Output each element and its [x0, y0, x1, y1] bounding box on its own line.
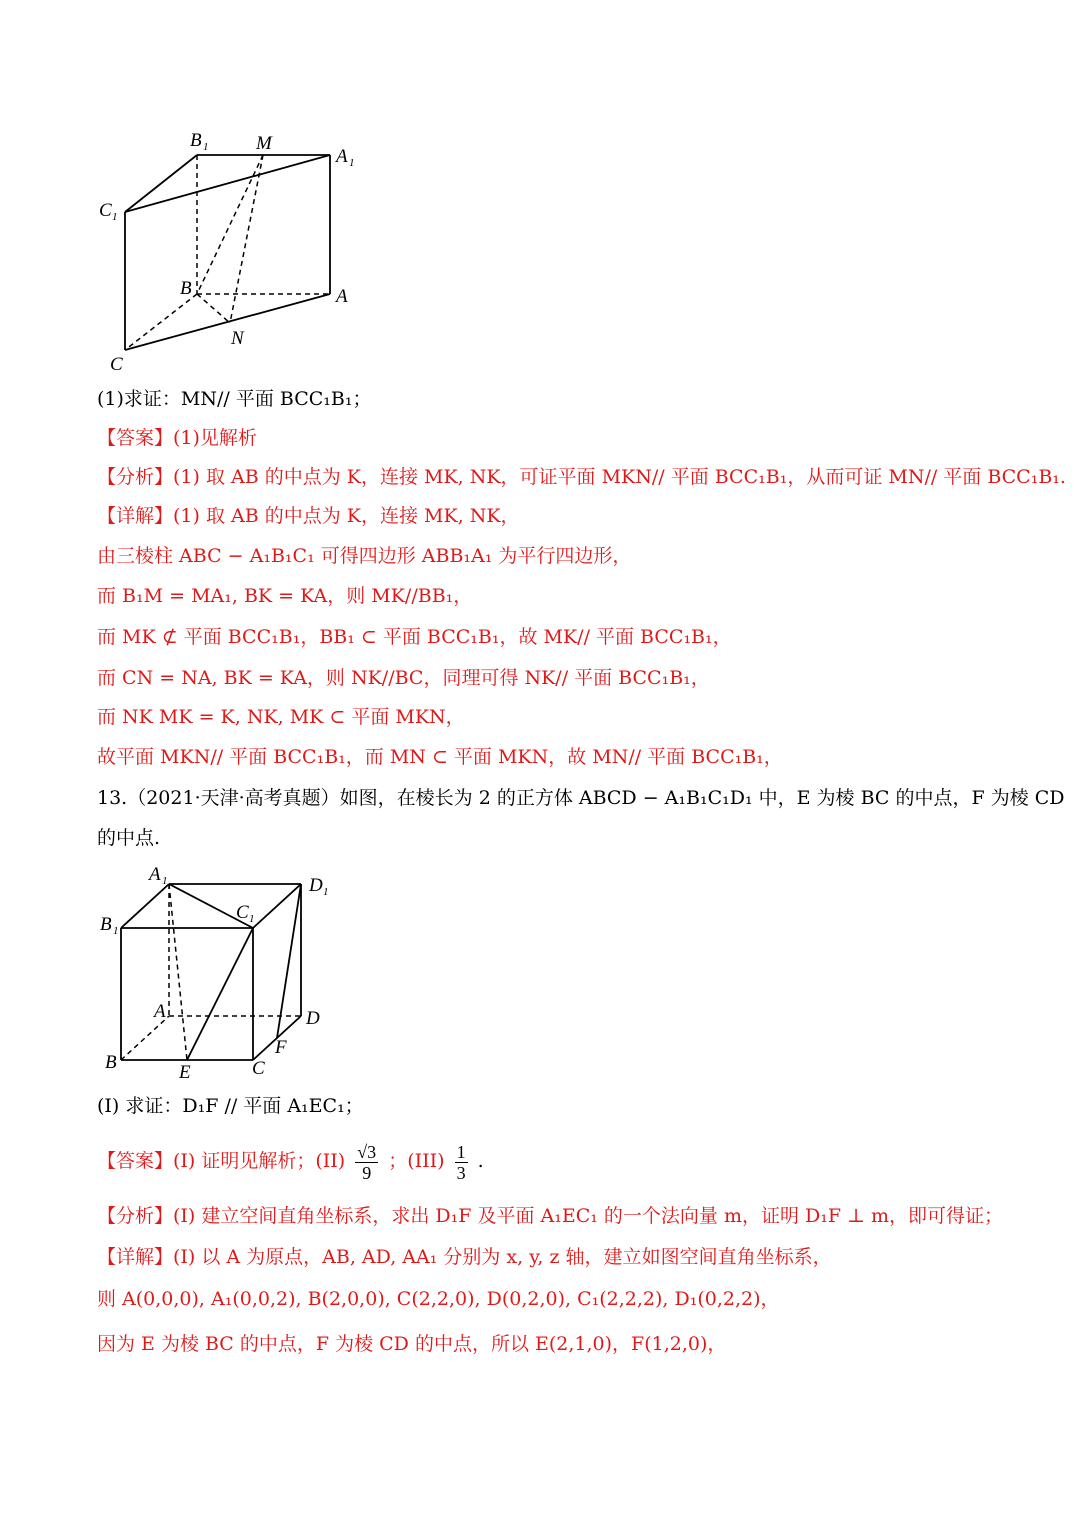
- label-C1: C: [99, 200, 112, 221]
- proof-line-4: 而 CN = NA, BK = KA，则 NK//BC，同理可得 NK// 平面 BCC₁B₁，: [97, 667, 710, 689]
- label-C1: C: [236, 902, 249, 923]
- prism-figure: [90, 120, 370, 380]
- question-2: (I) 求证：D₁F // 平面 A₁EC₁；: [97, 1095, 364, 1117]
- label-N: N: [231, 328, 244, 349]
- fraction-sqrt3-over-9: [355, 1142, 378, 1183]
- answer-2-end: .: [477, 1150, 484, 1172]
- answer-2-middle: ；(III): [388, 1150, 445, 1172]
- problem-13-line-1: 13.（2021·天津·高考真题）如图，在棱长为 2 的正方体 ABCD − A₁B₁C₁D₁ 中，E 为棱 BC 的中点，F 为棱 CD: [97, 787, 1065, 809]
- label-B1: B: [190, 130, 202, 151]
- problem-13-line-2: 的中点.: [97, 827, 161, 849]
- label-A: A: [154, 1001, 166, 1022]
- label-B1: B: [100, 914, 112, 935]
- label-B1-sub: 1: [203, 141, 209, 153]
- label-A1: A: [149, 864, 161, 885]
- detail-2: 【详解】(I) 以 A 为原点，AB, AD, AA₁ 分别为 x, y, z 轴，建立如图空间直角坐标系，: [97, 1246, 832, 1268]
- label-M: M: [256, 133, 272, 154]
- question-1: (1)求证：MN// 平面 BCC₁B₁；: [97, 388, 372, 410]
- label-D1-sub: 1: [323, 886, 329, 898]
- label-C1-sub: 1: [112, 211, 118, 223]
- label-A1-sub: 1: [162, 875, 168, 887]
- answer-2: [97, 1135, 484, 1187]
- midpoint-line: 因为 E 为棱 BC 的中点，F 为棱 CD 的中点，所以 E(2,1,0)，F(1,2,0)，: [97, 1333, 727, 1355]
- label-B: B: [180, 278, 192, 299]
- analysis-2: 【分析】(I) 建立空间直角坐标系，求出 D₁F 及平面 A₁EC₁ 的一个法向量 m，证明 D₁F ⊥ m，即可得证；: [97, 1205, 1004, 1227]
- proof-line-2: 而 B₁M = MA₁, BK = KA，则 MK//BB₁，: [97, 585, 473, 607]
- label-D1: D: [309, 875, 323, 896]
- proof-line-1: 由三棱柱 ABC − A₁B₁C₁ 可得四边形 ABB₁A₁ 为平行四边形，: [97, 545, 632, 567]
- fraction-2-numerator: 1: [456, 1141, 466, 1162]
- proof-line-5: 而 NK MK = K, NK, MK ⊂ 平面 MKN，: [97, 706, 465, 728]
- label-A: A: [336, 286, 348, 307]
- proof-line-3: 而 MK ⊄ 平面 BCC₁B₁，BB₁ ⊂ 平面 BCC₁B₁，故 MK// 平面 BCC₁B₁，: [97, 626, 732, 648]
- detail-1: 【详解】(1) 取 AB 的中点为 K，连接 MK, NK，: [97, 505, 520, 527]
- label-B1-sub: 1: [113, 925, 119, 937]
- label-A1-sub: 1: [349, 157, 355, 169]
- label-D: D: [306, 1008, 320, 1029]
- analysis-1: 【分析】(1) 取 AB 的中点为 K，连接 MK, NK，可证平面 MKN// 平面 BCC₁B₁，从而可证 MN// 平面 BCC₁B₁.: [97, 466, 1066, 488]
- label-A1: A: [336, 146, 348, 167]
- label-E: E: [179, 1062, 191, 1083]
- label-C: C: [110, 354, 123, 375]
- fraction-1-over-3: [455, 1142, 468, 1183]
- fraction-2-denominator: 3: [456, 1162, 466, 1183]
- label-F: F: [275, 1037, 287, 1058]
- label-B: B: [105, 1052, 117, 1073]
- label-C1-sub: 1: [249, 913, 255, 925]
- label-C: C: [252, 1058, 265, 1079]
- fraction-1-denominator: 9: [362, 1162, 372, 1183]
- coordinates-line: 则 A(0,0,0), A₁(0,0,2), B(2,0,0), C(2,2,0), D(0,2,0), C₁(2,2,2), D₁(0,2,2)，: [97, 1288, 780, 1310]
- cube-figure: [95, 860, 345, 1085]
- answer-2-prefix: 【答案】(I) 证明见解析；(II): [97, 1150, 346, 1172]
- proof-line-6: 故平面 MKN// 平面 BCC₁B₁，而 MN ⊂ 平面 MKN，故 MN// 平面 BCC₁B₁，: [97, 746, 783, 768]
- fraction-1-numerator: √3: [357, 1141, 377, 1162]
- answer-1: 【答案】(1)见解析: [97, 427, 257, 449]
